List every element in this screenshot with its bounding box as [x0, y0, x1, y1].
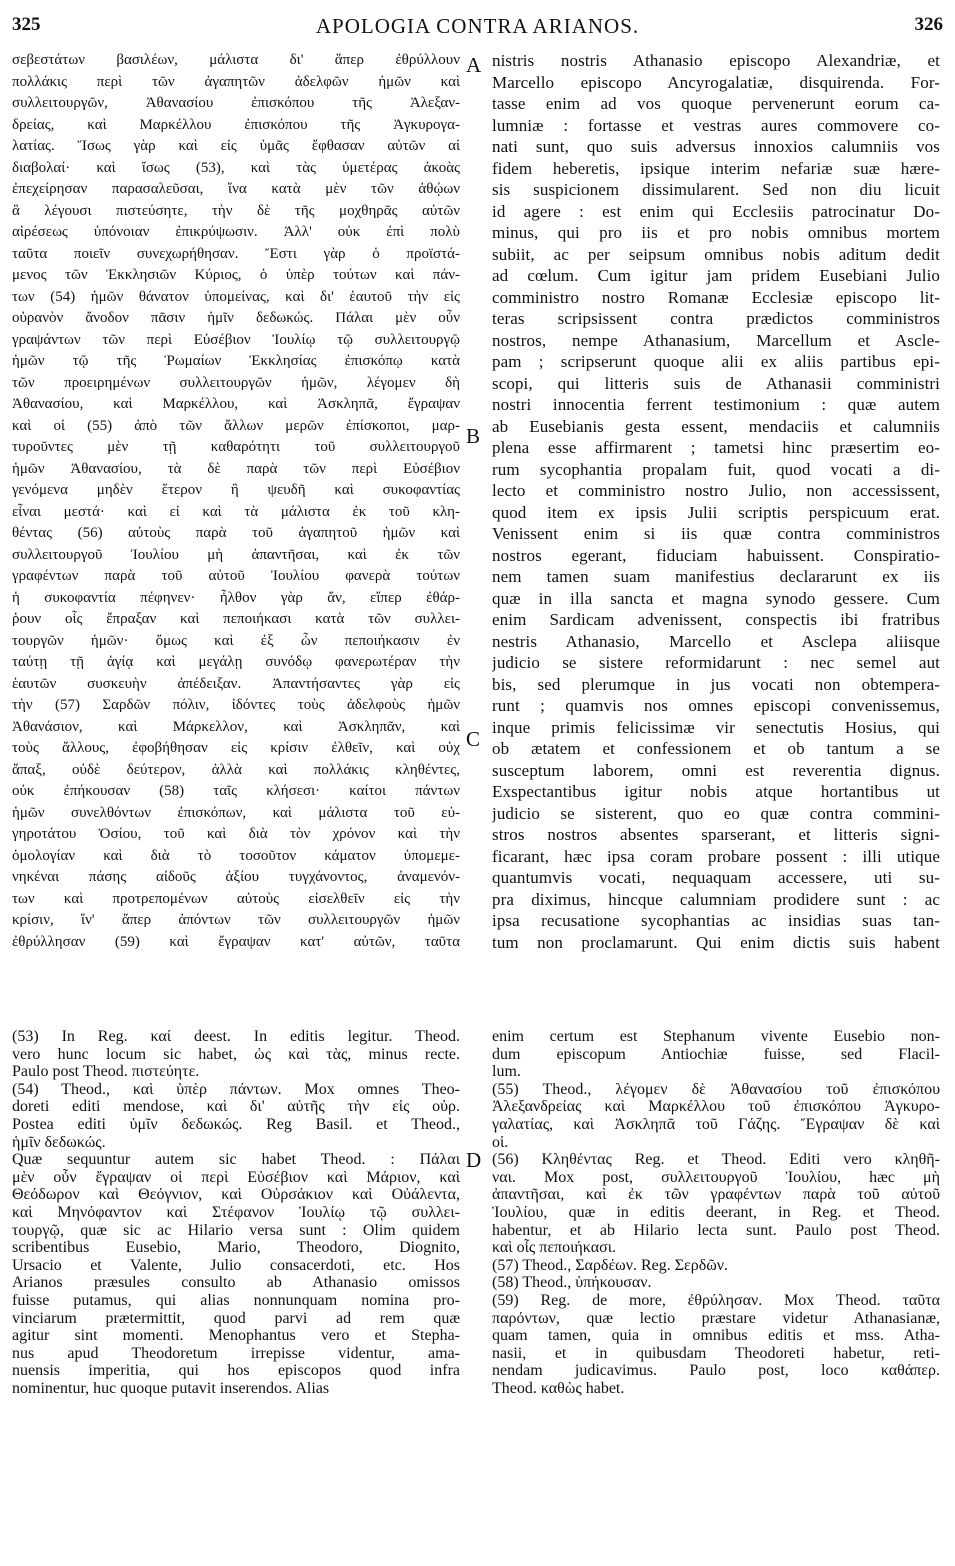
footnote-line: fuisse putamus, qui alias nonnunquam nomina pro- — [12, 1291, 460, 1309]
greek-text-line: γενόμενα μηδὲν ἕτερον ἢ ψευδῆ καὶ συκοφαντίας — [12, 482, 460, 498]
latin-text-line: pam ; scripserunt quoque alii ex aliis partibus epi- — [492, 352, 940, 371]
greek-text-line: συλλειτουργοῦ Ἰουλίου μὴ ἀπαντῆσαι, καὶ ἐκ τῶν — [12, 546, 460, 563]
latin-text-line: id agere : est enim qui Ecclesiis patrocinatur Do- — [492, 201, 940, 221]
footnote-line: lum. — [492, 1063, 521, 1081]
greek-text-line: ταῦτα ποιεῖν συνεχωρήθησαν. Ἔστι γὰρ ὁ προϊστά- — [12, 245, 460, 262]
greek-text-line: οὐκ ἐπήκουσαν (58) ταῖς κλήσεσι· καίτοι πάντων — [12, 783, 460, 799]
footnotes-right — [492, 1028, 940, 1397]
greek-text-line: νηκέναι πάσης αἰδοῦς ἀξίου τυγχάνοντος, ἀναμενόν- — [12, 869, 460, 885]
latin-text-line: Venissent enim si iis quæ contra comministros — [492, 524, 940, 543]
footnote-line: Theod. καθὼς habet. — [492, 1379, 625, 1397]
greek-text-line: διαβολαί· καὶ ἴσως (53), καὶ τὰς ὑμετέρας ἀκοὰς — [12, 159, 460, 176]
greek-text-line: μενος τῶν Ἐκκλησιῶν Κύριος, ὁ ὑπὲρ τούτων καὶ πάν- — [12, 267, 460, 283]
footnote-line: Postea editi ὑμῖν δεδωκώς. Reg Basil. et Theod., — [12, 1115, 460, 1133]
latin-text-line: ad cœlum. Cum igitur jam pridem Eusebiani Julio — [492, 266, 940, 285]
latin-text-line: ipsa recusatione sycophantias ac insidias suas tan- — [492, 911, 940, 930]
footnote — [492, 1028, 940, 1081]
greek-text-line: ῥουν οἷς ἔπραξαν καὶ πεποιήκασι κατὰ τῶν συλλει- — [12, 611, 460, 627]
latin-text-line: nem tamen suam manifestius declararunt ex iis — [492, 567, 940, 586]
latin-text-line: tum non proclamarunt. Qui enim dictis suis habent — [492, 932, 940, 952]
latin-text-line: ab Eusebianis gesta essent, mendaciis et calumniis — [492, 416, 940, 436]
latin-text-line: judicio se sistere reformidarunt : nec semel aut — [492, 653, 940, 672]
footnote-line: ἡμῖν δεδωκώς. — [12, 1133, 106, 1151]
latin-text-line: lumniæ : fortasse et vestras aures commovere co- — [492, 115, 940, 135]
footnote-line: (57) Theod., Σαρδέων. Reg. Σερδῶν. — [492, 1256, 729, 1274]
footnote-line: (54) Theod., καὶ ὑπὲρ πάντων. Mox omnes Theo- — [12, 1080, 460, 1098]
greek-text-line: συλλειτουργῶν, Ἀθανασίου ἐπισκόπου τῆς Ἀλεξαν- — [12, 95, 460, 111]
footnote-line: nasii, et in quibusdam Theodoreti habetur, reti- — [492, 1344, 940, 1362]
latin-text-line: Exspectantibus igitur nobis atque hortantibus ut — [492, 782, 940, 801]
footnote-line: nus apud Theodoretum irrepisse videntur, ama- — [12, 1344, 460, 1362]
greek-text-line: ἡμῶν συνελθόντων ἐπισκόπων, καὶ μάλιστα τοῦ εὐ- — [12, 804, 460, 821]
greek-text-line: γηροτάτου Ὁσίου, τοῦ καὶ διὰ τὸν χρόνον καὶ τὴν — [12, 826, 460, 842]
footnote-line: Θεόδωρον καὶ Θεόγνιον, καὶ Οὐρσάκιον καὶ Οὐάλεντα, — [12, 1186, 460, 1204]
footnote — [12, 1028, 460, 1081]
latin-text-line: minus, qui pro iis et pro nobis omnibus mortem — [492, 223, 940, 242]
greek-text-line: σεβεστάτων βασιλέων, μάλιστα δι' ἅπερ ἐθρύλλουν — [12, 52, 460, 68]
latin-text-line: susceptum laborem, omni est reverentia dignus. — [492, 760, 940, 780]
latin-text-line: subiit, ac per seipsum omnibus nobis aditum dedit — [492, 244, 940, 264]
page-number-right: 326 — [914, 14, 943, 35]
footnote-line: dum episcopum Antiochiæ fuisse, sed Flacil- — [492, 1045, 940, 1063]
latin-text-line: lecto et comministro nostro Julio, non accessissent, — [492, 481, 940, 500]
latin-text-line: runt ; quamvis nos omnes episcopi convenissemus, — [492, 696, 940, 715]
latin-text-line: quantumvis vocati, nequaquam accessere, uti su- — [492, 868, 940, 887]
greek-text-line: τῶν προειρημένων συλλειτουργῶν ἡμῶν, λέγομεν δὴ — [12, 374, 460, 391]
footnote — [492, 1151, 940, 1257]
footnote-line: οἱ. — [492, 1133, 509, 1151]
greek-text-line: ἡμῶν τῷ τῆς Ῥωμαίων Ἐκκλησίας ἐπισκόπῳ κατὰ — [12, 353, 460, 369]
latin-text-line: nistris nostris Athanasio episcopo Alexandriæ, et — [492, 51, 940, 70]
footnote-line: (58) Theod., ὑπήκουσαν. — [492, 1274, 652, 1292]
latin-text-line: pra diximus, hincque calumniam prodidere sunt : ac — [492, 889, 940, 909]
greek-text-line: ἅπαξ, οὐδὲ δεύτερον, ἀλλὰ καὶ πολλάκις κληθέντες, — [12, 761, 460, 778]
footnote-line: enim certum est Stephanum vivente Eusebio non- — [492, 1028, 940, 1045]
greek-text-line: τυροῦντες μὲν τῇ καθαρότητι τοῦ συλλειτουργοῦ — [12, 439, 460, 455]
greek-text-line: τὴν (57) Σαρδῶν πόλιν, ἰδόντες τοὺς ἀδελφοὺς ἡμῶν — [12, 697, 460, 713]
greek-text-line: ταύτῃ τῇ ἁγίᾳ καὶ μεγάλῃ συνόδῳ φανερωτέραν τὴν — [12, 654, 460, 670]
latin-text-line: sis suspicionem dissimularent. Sed non diu licuit — [492, 180, 940, 199]
greek-text-line: τουργῶν ἡμῶν· ὅμως καὶ ἐξ ὧν πεποιήκασιν ἐν — [12, 632, 460, 649]
footnote-line: vinciarum prætermittit, quod parvi ad rem quæ — [12, 1309, 460, 1327]
latin-text-line: fidem heberetis, ipsique interim nefariæ suæ hære- — [492, 158, 940, 178]
greek-text-line: ἑαυτῶν συσκευὴν ἀπέδειξαν. Ἀπαντήσαντες γὰρ εἰς — [12, 675, 460, 692]
greek-text-line: πολλάκις περὶ τῶν ἀγαπητῶν ἀδελφῶν ἡμῶν καὶ — [12, 73, 460, 90]
greek-column — [12, 50, 460, 953]
latin-text-line: ficarant, hæc ipsa coram probare possent : illi utique — [492, 846, 940, 866]
running-header — [12, 14, 943, 40]
footnote-line: Arianos præsules consulto ab Athanasio omissos — [12, 1274, 460, 1292]
footnote-line: nuensis imperitia, qui hos episcopos quod infra — [12, 1362, 460, 1380]
latin-text-line: plena esse affirmarent ; tametsi hinc præsertim eo- — [492, 438, 940, 457]
latin-text-line: teras scripsissent contra prædictos comministros — [492, 309, 940, 328]
footnote-line: ναι. Mox post, συλλειτουργοῦ Ἰουλίου, hæc μὴ — [492, 1168, 940, 1186]
footnote — [12, 1081, 460, 1151]
footnote-line: Paulo post Theod. πιστεύητε. — [12, 1063, 200, 1081]
latin-text-line: Marcello episcopo Ancyrogalatiæ, disquirenda. For- — [492, 72, 940, 92]
greek-text-line: Ἀθανασίου, καὶ Μαρκέλλου, καὶ Ἀσκληπᾶ, ἔγραψαν — [12, 396, 460, 412]
latin-text-line: stros nostros absentes sparserant, et litteris signi- — [492, 825, 940, 844]
latin-text-line: quod item ex ipsis Julii scriptis perspicuum erat. — [492, 502, 940, 522]
latin-text-line: inque primis felicissimæ vir senectutis Hosius, qui — [492, 717, 940, 737]
greek-text-line: καὶ οἱ (55) ἀπὸ τῶν ἄλλων μερῶν ἐπίσκοποι, μαρ- — [12, 417, 460, 434]
margin-marker-c: C — [466, 727, 481, 751]
greek-text-line: ἡ συκοφαντία πέφηνεν· ἦλθον γὰρ ἄν, εἴπερ ἐθάρ- — [12, 589, 460, 606]
greek-text-line: Ἀθανάσιον, καὶ Μάρκελλον, καὶ Ἀσκληπᾶν, καὶ — [12, 718, 460, 735]
footnote-line: Ursacio et Valente, Julio consacerdoti, etc. Hos — [12, 1256, 460, 1274]
latin-text-line: nostri innocentia ferrent testimonium : quæ autem — [492, 395, 940, 414]
latin-text-line: nati sunt, quo suis adversus innoxios calumniis vos — [492, 137, 940, 156]
latin-text-line: nostros egerant, fiduciam habuissent. Conspiratio- — [492, 545, 940, 565]
latin-text-line: judicio se sisterent, quo eo quæ contra commini- — [492, 803, 940, 823]
latin-text-line: scopi, qui litteris suis de Athanasii comministri — [492, 373, 940, 393]
greek-text-line: ἐπεχείρησαν παρασαλεῦσαι, ἵνα κατὰ μὲν τῶν ἀθῴων — [12, 181, 460, 197]
margin-marker-b: B — [466, 424, 481, 448]
latin-text-line: nostros, nempe Athanasium, Marcellum et Ascle- — [492, 330, 940, 350]
footnote-line: Ἰουλίου, quæ in editis deerant, in Reg. et Theod. — [492, 1203, 940, 1221]
greek-text-line: των καὶ προτρεπομένων αὐτοὺς εἰσελθεῖν εἰς τὴν — [12, 890, 460, 907]
greek-text-line: των (54) ἡμῶν θάνατον ὑπομείνας, καὶ δι' ἑαυτοῦ τὴν εἰς — [12, 288, 460, 305]
footnote-line: τουργῷ, quæ sic ac Hilario versa sunt : Olim quidem — [12, 1221, 460, 1239]
margin-marker-a: A — [466, 53, 482, 77]
greek-text-line: γραφέντων παρὰ τοῦ αὐτοῦ Ἰουλίου φανερὰ τούτων — [12, 568, 460, 584]
greek-text-line: οὐρανὸν ἄνοδον πᾶσιν ἡμῖν δεδωκώς. Πάλαι μὲν οὖν — [12, 310, 460, 326]
footnote-line: καὶ οἷς πεποιήκασι. — [492, 1239, 617, 1257]
footnote-line: habentur, et ab Hilario lecta sunt. Paulo post Theod. — [492, 1221, 940, 1239]
footnote-line: doreti editi mendose, καὶ δι' αὐτῆς τὴν εἰς οὐρ. — [12, 1098, 460, 1116]
footnote-line: Quæ sequuntur autem sic habet Theod. : Πάλαι — [12, 1151, 460, 1169]
greek-text-line: κρίσιν, ἵν' ἅπερ ἀπόντων τῶν συλλειτουργῶν ἡμῶν — [12, 912, 460, 928]
greek-text-line: ἃ λέγουσι πιστεύσητε, τὴν δὲ τῆς μοχθηρᾶς αὐτῶν — [12, 202, 460, 219]
latin-text-line: bis, sed plerumque in jus vocati non obtempera- — [492, 674, 940, 694]
greek-text-line: ἡμῶν Ἀθανασίου, τὰ δὲ παρὰ τῶν περὶ Εὐσέβιον — [12, 460, 460, 477]
footnote-line: (53) In Reg. καί deest. In editis legitur. Theod. — [12, 1028, 460, 1045]
footnote-line: μὲν οὖν ἔγραψαν οἱ περὶ Εὐσέβιον καὶ Μάριον, καὶ — [12, 1168, 460, 1186]
greek-text-line: ἐθρύλλησαν (59) καὶ ἔγραψαν κατ' αὐτῶν, ταῦτα — [12, 933, 460, 950]
footnote — [492, 1274, 940, 1292]
latin-text-line: quæ in illa sancta et magna synodo gessere. Cum — [492, 588, 940, 608]
footnote-line: (55) Theod., λέγομεν δὲ Ἀθανασίου τοῦ ἐπισκόπου — [492, 1080, 940, 1098]
latin-text-line: rum sycophantia propalam fuit, quod vocati a di- — [492, 459, 940, 479]
footnote-line: agitur sint momenti. Menophantus vero et Stepha- — [12, 1327, 460, 1345]
footnote-line: γαλατίας, καὶ Ἀσκληπᾶ τοῦ Γάζης. Ἔγραψαν δὲ καὶ — [492, 1115, 940, 1133]
running-title: APOLOGIA CONTRA ARIANOS. — [315, 14, 640, 38]
greek-text-line: δρείας, καὶ Μαρκέλλου ἐπισκόπου τῆς Ἀγκυρογα- — [12, 116, 460, 133]
greek-text-line: αἱρέσεως ὑπόνοιαν ἐπικρύψωσιν. Ἀλλ' οὐκ ἐπὶ πολὺ — [12, 224, 460, 240]
footnote-line: Ἀλεξανδρείας καὶ Μαρκέλλου τοῦ ἐπισκόπου Ἀγκυρο- — [492, 1098, 940, 1116]
greek-text-line: ὁμολογίαν καὶ διὰ τὸ τοσοῦτον κάματον ὑπομεμε- — [12, 847, 460, 864]
latin-text-line: nestris Athanasio, Marcello et Asclepa aliisque — [492, 631, 940, 651]
greek-text-line: λατίας. Ἴσως γὰρ καὶ εἰς ὑμᾶς ἔφθασαν αὐτῶν αἱ — [12, 138, 460, 154]
latin-column — [492, 50, 940, 953]
greek-text-line: θέντας (56) αὐτοὺς παρὰ τοῦ ἀγαπητοῦ ἡμῶν καὶ — [12, 525, 460, 541]
footnote — [492, 1292, 940, 1398]
page-number-left: 325 — [12, 14, 41, 35]
latin-text-line: ob ætatem et confessionem et ob tantum a se — [492, 739, 940, 758]
footnote-line: καὶ Μηνόφαντον καὶ Στέφανον Ἰουλίῳ τῷ συλλει- — [12, 1203, 460, 1221]
footnote-line: (56) Κληθέντας Reg. et Theod. Editi vero κληθῆ- — [492, 1151, 940, 1169]
footnote — [492, 1081, 940, 1151]
latin-text-line: enim Sardicam advenissent, conspectis ibi fratribus — [492, 610, 940, 629]
footnote-line: παρόντων, quæ lectio præstare videtur Athanasianæ, — [492, 1309, 940, 1327]
footnotes-left — [12, 1028, 460, 1397]
greek-text-line: τοὺς ἄλλους, ἐφοβήθησαν εἰς κρίσιν ἐλθεῖν, καὶ οὐχ — [12, 740, 460, 756]
margin-marker-d: D — [466, 1148, 482, 1172]
footnote-line: ἀπαντῆσαι, καὶ ἐκ τῶν γραφέντων παρὰ τοῦ αὐτοῦ — [492, 1186, 940, 1204]
footnote-line: (59) Reg. de more, ἐθρύλησαν. Mox Theod. ταῦτα — [492, 1291, 940, 1309]
footnote-line: scribentibus Eusebio, Mario, Theodoro, Diognito, — [12, 1239, 460, 1257]
greek-text-line: γραψάντων τῶν περὶ Εὐσέβιον Ἰουλίῳ τῷ συλλειτουργῷ — [12, 331, 460, 348]
footnote — [492, 1257, 940, 1275]
footnote-line: nendam judicavimus. Paulo post, loco καθάπερ. — [492, 1362, 940, 1380]
latin-text-line: comministro nostro Romanæ Ecclesiæ episcopo lit- — [492, 287, 940, 307]
latin-text-line: tasse enim ad vos quoque pervenerunt eorum ca- — [492, 94, 940, 113]
footnote-line: quam tamen, quia in omnibus editis et mss. Atha- — [492, 1327, 940, 1345]
footnote — [12, 1151, 460, 1397]
greek-text-line: εἶναι μεστά· καὶ εἰ καὶ τὰ μάλιστα ἐκ τοῦ κλη- — [12, 503, 460, 520]
footnote-line: vero hunc locum sic habet, ὡς καὶ τὰς, minus recte. — [12, 1045, 460, 1063]
footnote-line: nominentur, huc quoque putavit inserendos. Alias — [12, 1379, 330, 1397]
